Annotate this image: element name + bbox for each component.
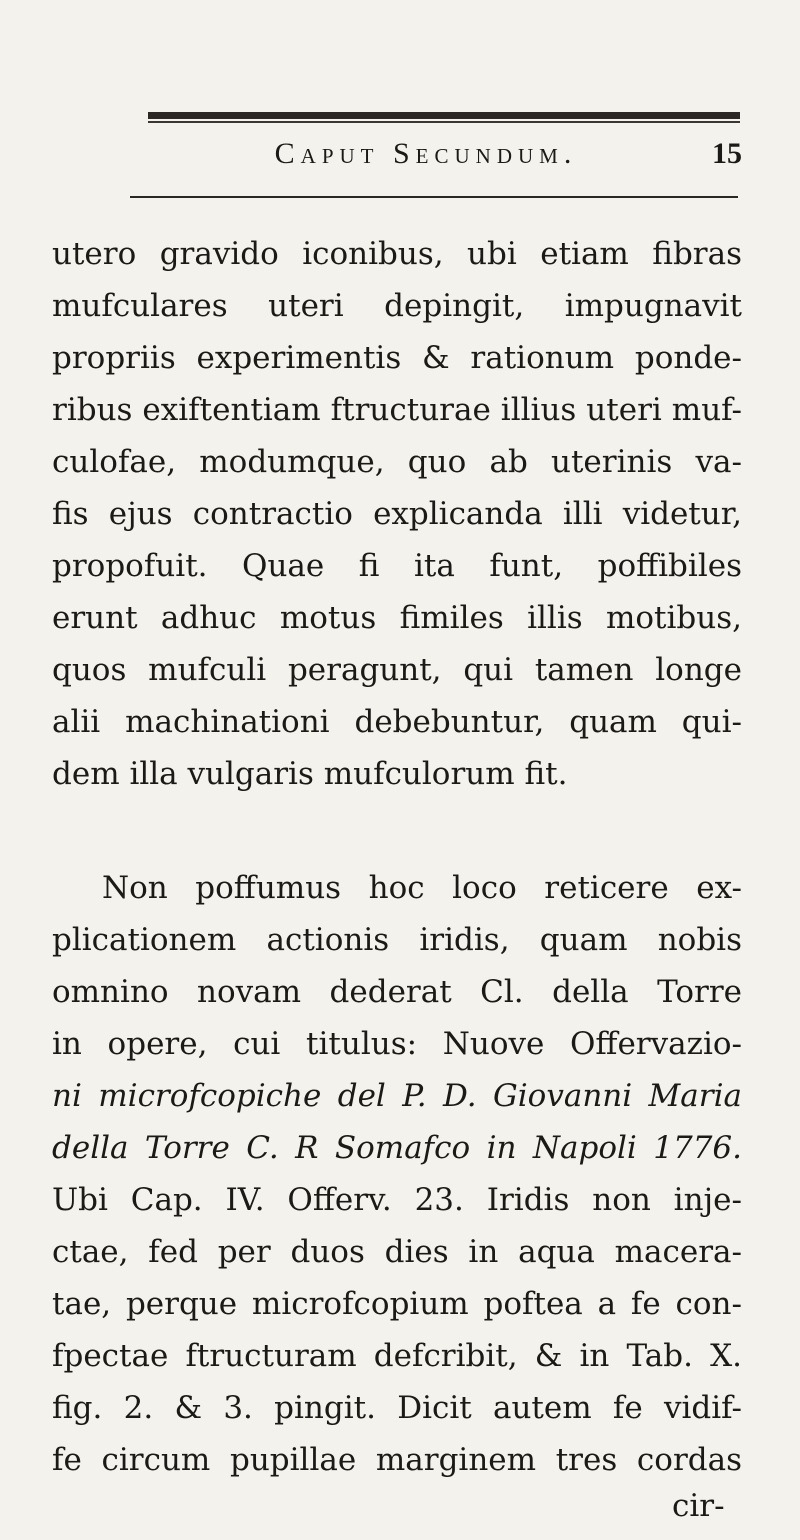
text-line: utero gravido iconibus, ubi etiam fibras <box>52 236 742 272</box>
header-rule <box>130 196 738 198</box>
text-line: ctae, fed per duos dies in aqua macera- <box>52 1234 742 1270</box>
text-line: fpectae ftructuram defcribit, & in Tab. X. <box>52 1338 742 1374</box>
text-line: mufculares uteri depingit, impugnavit <box>52 288 742 324</box>
paragraph-2 <box>52 862 742 1486</box>
text-line: fe circum pupillae marginem tres cordas <box>52 1442 742 1478</box>
text-line: alii machinationi debebuntur, quam qui- <box>52 704 742 740</box>
text-line: quos mufculi peragunt, qui tamen longe <box>52 652 742 688</box>
paragraph-1 <box>52 228 742 800</box>
text-line: della Torre C. R Somafco in Napoli 1776. <box>52 1130 742 1166</box>
running-head <box>140 137 742 181</box>
running-title: Caput Secundum. <box>274 137 578 170</box>
catchword: cir- <box>672 1488 725 1524</box>
text-line: in opere, cui titulus: Nuove Offervazio- <box>52 1026 742 1062</box>
text-line: ribus exiftentiam ftructurae illius uteri muf- <box>52 392 742 428</box>
text-line: plicationem actionis iridis, quam nobis <box>52 922 742 958</box>
text-line: dem illa vulgaris mufculorum fit. <box>52 756 568 792</box>
text-line: propriis experimentis & rationum ponde- <box>52 340 742 376</box>
body-text <box>52 228 742 1486</box>
text-line: fig. 2. & 3. pingit. Dicit autem fe vidif- <box>52 1390 742 1426</box>
text-line: fis ejus contractio explicanda illi videtur, <box>52 496 742 532</box>
text-line: tae, perque microfcopium poftea a fe con- <box>52 1286 742 1322</box>
text-line: Ubi Cap. IV. Offerv. 23. Iridis non inje- <box>52 1182 742 1218</box>
text-line: propofuit. Quae fi ita funt, poffibiles <box>52 548 742 584</box>
page-number: 15 <box>712 137 742 170</box>
text-line: omnino novam dederat Cl. della Torre <box>52 974 742 1010</box>
text-line: erunt adhuc motus fimiles illis motibus, <box>52 600 742 636</box>
text-line: ni microfcopiche del P. D. Giovanni Maria <box>52 1078 742 1114</box>
text-line: culofae, modumque, quo ab uterinis va- <box>52 444 742 480</box>
top-border-rule <box>148 112 740 119</box>
text-line: Non poffumus hoc loco reticere ex- <box>102 870 742 906</box>
